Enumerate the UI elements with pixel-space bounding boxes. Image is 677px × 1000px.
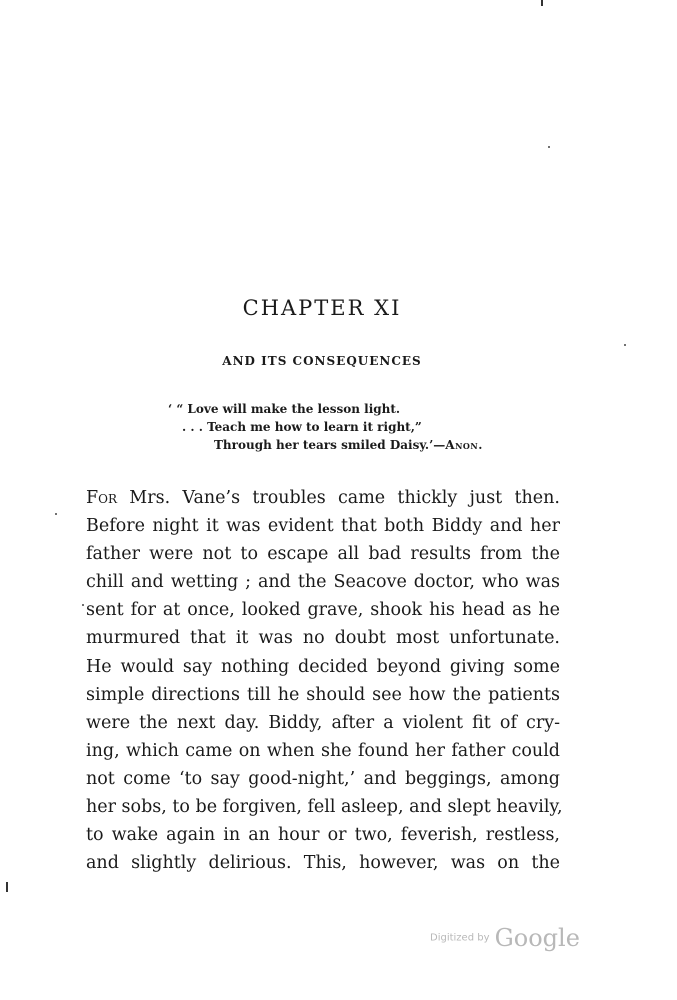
body-line: not come ‘to say good-night,’ and beggings, among	[86, 768, 560, 789]
body-line: her sobs, to be forgiven, fell asleep, and slept heavily,	[86, 797, 563, 818]
body-line: sent for at once, looked grave, shook his head as he	[86, 600, 560, 621]
body-line: to wake again in an hour or two, feverish, restless,	[86, 825, 560, 846]
google-logo: Google	[494, 924, 580, 952]
epigraph-line	[168, 436, 483, 454]
body-line-text: Mrs. Vane’s troubles came thickly just then.	[117, 488, 560, 508]
digitized-watermark	[430, 924, 580, 952]
epigraph-line: ‘ “ Love will make the lesson light.	[168, 402, 401, 416]
body-line: and slightly delirious. This, however, was on the	[86, 853, 560, 874]
body-line: chill and wetting ; and the Seacove doctor, who was	[86, 572, 560, 593]
scan-speck	[541, 0, 543, 6]
body-line: were the next day. Biddy, after a violent fit of cry-	[86, 712, 560, 733]
scan-speck	[82, 604, 84, 606]
epigraph-line: . . . Teach me how to learn it right,”	[182, 420, 422, 434]
epigraph	[168, 400, 483, 454]
chapter-title: CHAPTER XI	[242, 296, 402, 320]
epigraph-attribution: Anon.	[445, 438, 483, 452]
drop-word: For	[86, 488, 118, 508]
body-line: He would say nothing decided beyond giving some	[86, 656, 560, 677]
body-line: simple directions till he should see how the patients	[86, 684, 560, 705]
chapter-subtitle: AND ITS CONSEQUENCES	[222, 354, 422, 368]
scan-speck	[6, 882, 8, 892]
body-line: Before night it was evident that both Biddy and her	[86, 516, 560, 537]
epigraph-line-text: Through her tears smiled Daisy.’—	[214, 438, 446, 452]
body-line: ing, which came on when she found her father could	[86, 740, 560, 761]
scan-speck	[624, 344, 626, 346]
watermark-prefix: Digitized by	[430, 932, 490, 944]
body-line	[86, 484, 560, 512]
scan-speck	[548, 146, 550, 148]
scan-speck	[55, 513, 57, 515]
body-line: father were not to escape all bad results from the	[86, 544, 560, 565]
body-paragraph	[86, 484, 563, 877]
body-line: murmured that it was no doubt most unfortunate.	[86, 628, 560, 649]
